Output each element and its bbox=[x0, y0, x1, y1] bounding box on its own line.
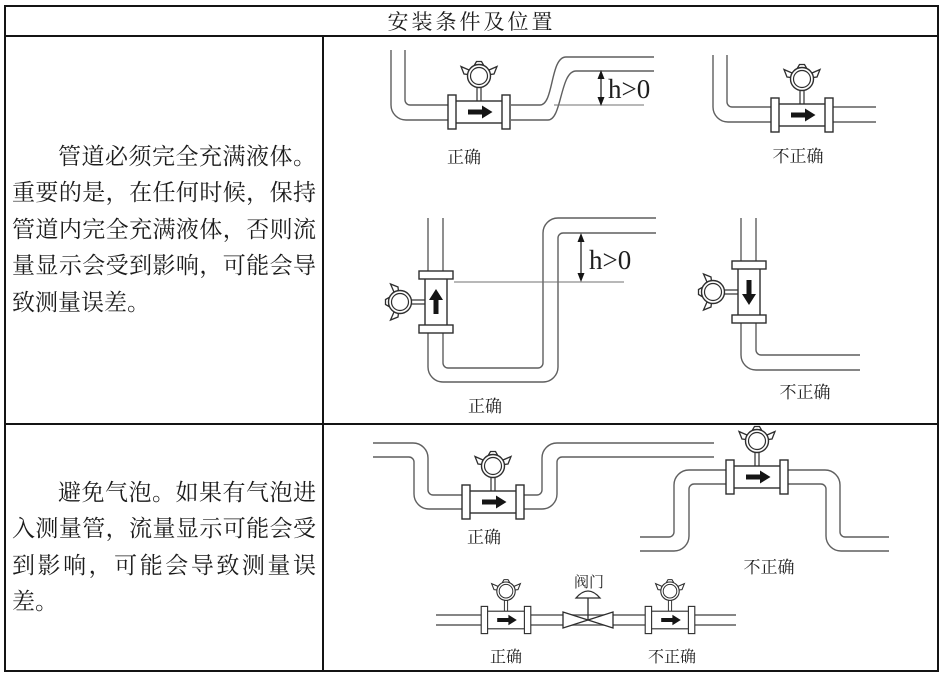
correct-label: 正确 bbox=[467, 528, 501, 547]
correct-label: 正确 bbox=[468, 397, 502, 416]
dimension-label: h>0 bbox=[608, 74, 651, 104]
incorrect-label: 不正确 bbox=[647, 649, 697, 666]
flow-meter-icon bbox=[699, 261, 767, 323]
diagram-dip-correct bbox=[373, 443, 714, 547]
diagram-high-point-incorrect bbox=[640, 427, 889, 578]
pipe-segment bbox=[713, 55, 771, 122]
pipe-segment bbox=[788, 484, 889, 551]
pipe-segment bbox=[741, 323, 860, 370]
pipe-segment bbox=[524, 457, 714, 509]
pipe-segment bbox=[373, 443, 462, 495]
pipe-segment bbox=[373, 457, 462, 509]
flow-meter-icon bbox=[771, 65, 833, 133]
dimension-label: h>0 bbox=[589, 245, 632, 275]
pipe-segment bbox=[788, 470, 889, 537]
pipe-segment bbox=[640, 470, 726, 537]
valve-label: 阀门 bbox=[573, 575, 605, 591]
correct-label: 正确 bbox=[447, 148, 481, 167]
installation-table bbox=[4, 5, 939, 672]
flow-meter-icon bbox=[645, 580, 695, 634]
flow-meter-icon bbox=[726, 427, 788, 495]
incorrect-label: 不正确 bbox=[779, 383, 831, 402]
diagram-vertical-down-incorrect bbox=[699, 218, 861, 402]
pipe-segment bbox=[391, 50, 449, 120]
diagram-horizontal-incorrect bbox=[713, 55, 876, 166]
flow-meter-icon bbox=[386, 271, 454, 333]
diagram-valve-line bbox=[436, 574, 736, 666]
valve-icon bbox=[563, 591, 613, 628]
row2-diagram-cell bbox=[324, 425, 937, 670]
row1-description-cell bbox=[6, 37, 324, 425]
pipe-segment bbox=[727, 55, 771, 107]
row2-description: 避免气泡。如果有气泡进入测量管，流量显示可能会受到影响，可能会导致测量误差。 bbox=[12, 479, 316, 614]
row1-description: 管道必须完全充满液体。重要的是，在任何时候，保持管道内完全充满液体，否则流量显示会受到影响，可能会导致测量误差。 bbox=[12, 143, 316, 315]
pipe-segment bbox=[524, 443, 714, 495]
pipe-segment bbox=[443, 218, 656, 368]
flow-meter-icon bbox=[462, 452, 524, 520]
incorrect-label: 不正确 bbox=[772, 147, 824, 166]
pipe-segment bbox=[756, 323, 860, 355]
diagram-vertical-up-correct bbox=[386, 218, 657, 416]
pipe-segment bbox=[640, 484, 726, 551]
diagram-horizontal-correct bbox=[391, 50, 654, 167]
flow-meter-icon bbox=[448, 62, 510, 130]
pipe-segment bbox=[405, 50, 449, 105]
dimension-arrow-icon bbox=[598, 70, 605, 106]
row1-diagram-cell bbox=[324, 37, 937, 425]
row2-diagrams-canvas bbox=[324, 425, 937, 670]
dimension-arrow-icon bbox=[578, 233, 585, 282]
table-title: 安装条件及位置 bbox=[6, 7, 937, 37]
correct-label: 正确 bbox=[489, 649, 523, 666]
flow-meter-icon bbox=[481, 580, 531, 634]
row2-description-cell bbox=[6, 425, 324, 670]
row1-diagrams-canvas bbox=[324, 37, 937, 423]
incorrect-label: 不正确 bbox=[743, 558, 795, 577]
